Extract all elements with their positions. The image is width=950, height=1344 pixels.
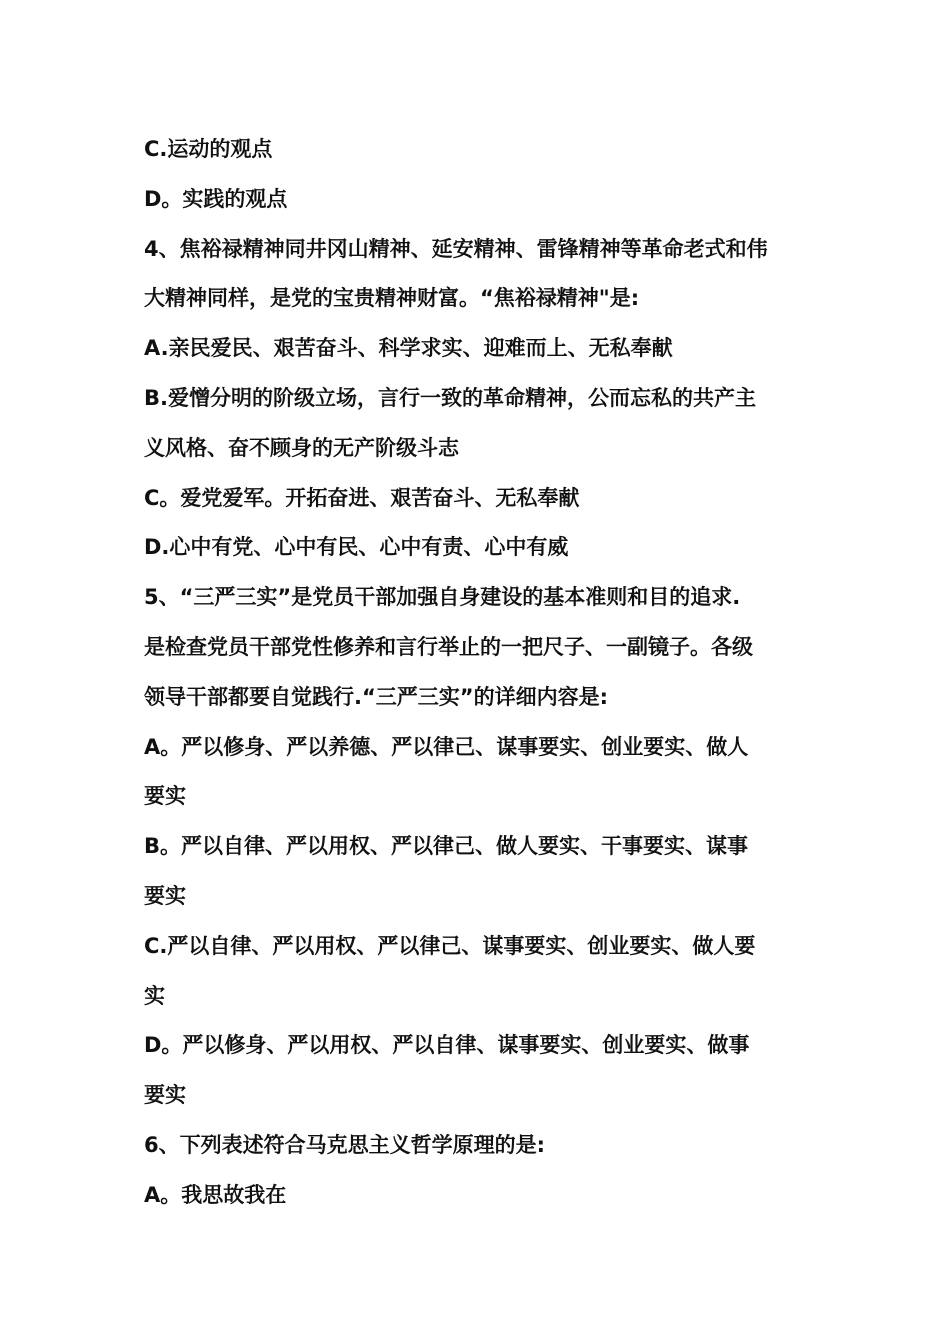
question-5-option-b-line-2: 要实 (144, 883, 186, 908)
question-4-option-b-line-2: 义风格、奋不顾身的无产阶级斗志 (144, 435, 459, 460)
question-4-option-c: C。爱党爱军。开拓奋进、艰苦奋斗、无私奉献 (144, 485, 580, 510)
document-body (144, 125, 814, 1221)
question-5-option-d-line-1: D。严以修身、严以用权、严以自律、谋事要实、创业要实、做事 (144, 1033, 750, 1058)
question-5-option-c-line-2: 实 (144, 983, 165, 1008)
question-6-option-a: A。我思故我在 (144, 1182, 287, 1207)
question-5-option-a-line-2: 要实 (144, 784, 186, 809)
question-5-line-2: 是检查党员干部党性修养和言行举止的一把尺子、一副镜子。各级 (144, 634, 753, 659)
question-5-option-a-line-1: A。严以修身、严以养德、严以律己、谋事要实、创业要实、做人 (144, 734, 749, 759)
question-5-option-d-line-2: 要实 (144, 1083, 186, 1108)
question-5-option-c-line-1: C.严以自律、严以用权、严以律己、谋事要实、创业要实、做人要 (144, 933, 756, 958)
question-4-option-a: A.亲民爱民、艰苦奋斗、科学求实、迎难而上、无私奉献 (144, 336, 673, 361)
question-4-option-d: D.心中有党、心中有民、心中有责、心中有威 (144, 535, 569, 560)
option-d-line: D。实践的观点 (144, 186, 288, 211)
question-4-line-1: 4、焦裕禄精神同井冈山精神、延安精神、雷锋精神等革命老式和伟 (144, 236, 768, 261)
question-6-line: 6、下列表述符合马克思主义哲学原理的是: (144, 1132, 546, 1157)
question-4-option-b-line-1: B.爱憎分明的阶级立场，言行一致的革命精神，公而忘私的共产主 (144, 385, 756, 410)
question-5-line-1: 5、“三严三实”是党员干部加强自身建设的基本准则和目的追求. (144, 585, 741, 610)
question-5-line-3: 领导干部都要自觉践行.“三严三实”的详细内容是: (144, 684, 608, 709)
question-5-option-b-line-1: B。严以自律、严以用权、严以律己、做人要实、干事要实、谋事 (144, 834, 749, 859)
option-c-line: C.运动的观点 (144, 137, 273, 161)
question-4-line-2: 大精神同样，是党的宝贵精神财富。“焦裕禄精神"是: (144, 286, 640, 311)
